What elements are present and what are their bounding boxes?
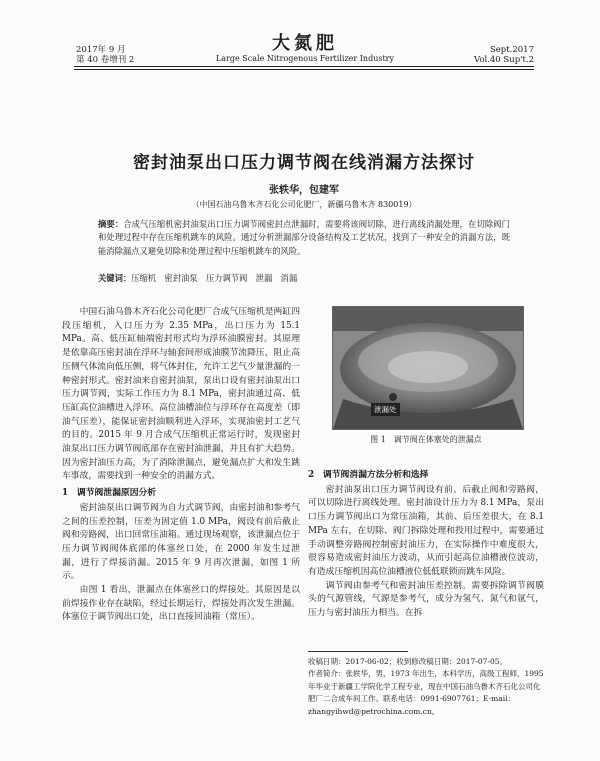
abstract-text: 合成气压缩机密封油泵出口压力调节阀密封点泄漏时，需要将该阀切除，进行离线消漏处理，在切除阀门和处理过程中存在压缩机跳车的风险。通过分析泄漏部分设备结构及工艺状况，找到了一种安全的消漏方法，既能消除漏点又避免切除和处理过程中压缩机跳车的风险。 [98,219,510,256]
keywords-label: 关键词： [98,273,132,283]
article-authors: 张轶华，包建军 [269,185,339,196]
header-volume-en: Vol.40 Sup't.2 [473,55,534,65]
header-journal [200,34,410,64]
valve-photo-illustration [333,307,523,429]
article-title: 密封油泵出口压力调节阀在线消漏方法探讨 [133,153,475,173]
section-2-paragraph-1: 密封油泵出口压力调节阀设有前、后截止阀和旁路阀，可以切除进行离线处理。密封油设计压力为 8.1 MPa，泵出口压力调节阀出口为常压油箱，其前、后压差很大，在 8.1 MPa 左右，在切除、阀门拆除处理和投用过程中，需要通过手动调整旁路阀控制密封油压力，在实际操作中难度很大，很容易造成密封油压力波动，从而引起高位油槽液位波动，有造成压缩机因高位油槽液位低低联锁而跳车风险。 [308,484,544,577]
right-column [308,466,544,621]
header-issue-left [76,45,134,65]
journal-english-name: Large Scale Nitrogenous Fertilizer Industry [215,54,395,63]
article-affiliation: （中国石油乌鲁木齐石化公司化肥厂，新疆乌鲁木齐 830019） [191,200,417,209]
header-date: 2017年 9 月 [76,45,126,55]
leak-point-label: 泄漏处 [371,403,400,416]
figure-1-photo [332,306,524,430]
keywords-text: 压缩机 密封油泵 压力调节阀 泄漏 消漏 [131,273,298,283]
footnote-rule [308,651,408,652]
left-column [62,306,300,625]
intro-paragraph: 中国石油乌鲁木齐石化公司化肥厂合成气压缩机是两缸四段压缩机，入口压力为 2.35 MPa，出口压力为 15.1 MPa。高、低压缸轴端密封形式均为浮环油膜密封。其原理是依靠高压密封油在浮环与轴套间形成油膜节流降压，阻止高压侧气体流向低压侧，将气体封住，允许工艺气少量泄漏的一种密封形式。密封油来自密封油泵，泵出口设有密封油泵出口压力调节阀，实际工作压力为 8.1 MPa，密封油通过高、低压缸高位油槽进入浮环。高位油槽油位与浮环存在高度差（即油气压差），能保证密封油顺利进入浮环，实现油密封工艺气的目的。2015 年 9 月合成气压缩机正常运行时，发现密封油泵出口压力调节阀底部存在密封油泄漏，并且有扩大趋势。因为密封油压力高，为了消除泄漏点，避免漏点扩大和发生跳车事故，需要找到一种安全的消漏方式。 [62,307,300,482]
section-2-heading: 2 调节阀消漏方法分析和选择 [308,470,429,480]
journal-logo: 大氮肥 [272,33,338,54]
figure-1-caption: 图 1 调节阀在体塞处的泄漏点 [370,435,482,444]
abstract [98,218,510,258]
keywords [98,272,510,284]
header-issue-right [474,45,534,65]
section-1-heading: 1 调节阀泄漏原因分析 [62,488,157,499]
header-volume: 第 40 卷增刊 2 [76,55,135,65]
author-bio: 作者简介：张轶华，男，1973 年出生，本科学历，高级工程师，1995 年毕业于新疆工学院化学工程专业，现在中国石油乌鲁木齐石化公司化肥厂二合成车间工作。联系电话：0991-6907761；E-mail：zhangyihwd@petrochina.com.cn。 [308,669,544,716]
section-1-paragraph-2: 由图 1 看出，泄漏点在体塞丝口的焊接处。其原因是以前焊接作业存在缺陷，经过长期运行，焊接处再次发生泄漏。体塞位于调节阀出口处，出口直接回油箱（常压）。 [62,585,300,623]
received-date: 收稿日期：2017-06-02；收到修改稿日期：2017-07-05。 [308,657,507,666]
footnote [308,656,544,718]
header-rule-thin [74,69,534,70]
abstract-label: 摘要： [98,219,124,229]
section-2-paragraph-2: 调节阀由参考气和密封油压差控制。需要拆除调节阀膜头的气源管线，气源是参考气，成分为氢气、氮气和氩气，压力与密封油压力相当。在拆 [308,580,544,619]
header-date-en: Sept.2017 [489,45,534,55]
section-1-paragraph-1: 密封油泵出口调节阀为自力式调节阀，由密封油和参考气之间的压差控制，压差为固定值 1.0 MPa，阀设有前后截止阀和旁路阀，出口回常压油箱。通过现场观察，该泄漏点位于压力调节阀阀体底部的体塞丝口处，在 2000 年发生过泄漏，进行了焊接消漏。2015 年 9 月再次泄漏，如图 1 所示。 [62,502,300,582]
header-rule [74,66,534,67]
